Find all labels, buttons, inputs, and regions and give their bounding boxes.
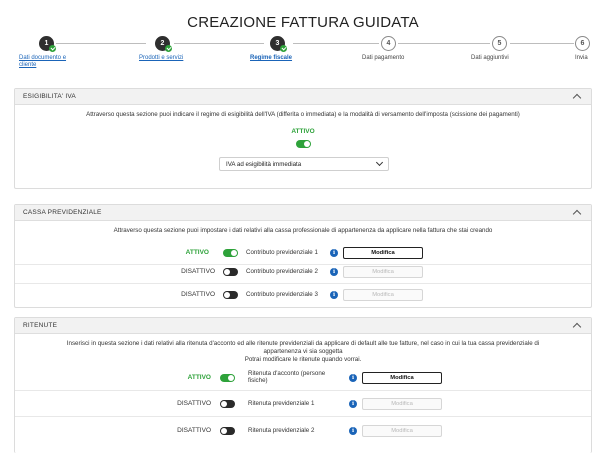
ritenute-row-1-state: ATTIVO [187, 374, 211, 381]
step-4-label: Dati pagamento [362, 55, 405, 61]
stepper-connector [174, 43, 264, 44]
check-icon [49, 45, 56, 52]
cassa-row-3-state: DISATTIVO [181, 291, 215, 298]
panel-title: RITENUTE [23, 322, 58, 329]
check-icon [165, 45, 172, 52]
chevron-up-icon[interactable] [573, 210, 581, 218]
stepper-connector [398, 43, 490, 44]
cassa-row-1-toggle[interactable] [223, 249, 238, 257]
check-icon [280, 45, 287, 52]
step-number: 3 [275, 40, 280, 47]
ritenute-row-3-label: Ritenuta previdenziale 2 [248, 427, 315, 434]
step-circle [39, 36, 54, 51]
step-label-line: cliente [19, 62, 37, 68]
ritenute-row-2-toggle[interactable] [220, 400, 235, 408]
ritenute-row-3-state: DISATTIVO [177, 427, 211, 434]
step-circle [575, 36, 590, 51]
toggle-knob [231, 250, 237, 256]
info-icon[interactable]: i [349, 374, 357, 382]
cassa-row-1-label: Contributo previdenziale 1 [246, 249, 318, 256]
step-number: 6 [580, 40, 585, 47]
chevron-up-icon[interactable] [573, 323, 581, 331]
page-title: CREAZIONE FATTURA GUIDATA [187, 14, 419, 31]
step-circle [381, 36, 396, 51]
row-divider [15, 390, 591, 391]
toggle-knob [221, 428, 227, 434]
step-1-label[interactable] [19, 55, 66, 69]
chevron-up-icon[interactable] [573, 94, 581, 102]
cassa-row-2-toggle[interactable] [223, 268, 238, 276]
cassa-row-3-toggle[interactable] [223, 291, 238, 299]
ritenute-row-1-toggle[interactable] [220, 374, 235, 382]
step-circle [270, 36, 285, 51]
ritenute-row-3-modifica-button[interactable]: Modifica [362, 425, 442, 437]
cassa-row-2-modifica-button[interactable]: Modifica [343, 266, 423, 278]
ritenute-row-1-modifica-button[interactable]: Modifica [362, 372, 442, 384]
info-icon[interactable]: i [330, 291, 338, 299]
panel-header[interactable] [15, 89, 591, 105]
page [14, 0, 592, 453]
info-icon[interactable]: i [330, 268, 338, 276]
row-divider [15, 264, 591, 265]
info-icon[interactable]: i [349, 427, 357, 435]
ritenute-row-2-label: Ritenuta previdenziale 1 [248, 400, 315, 407]
info-icon[interactable]: i [330, 249, 338, 257]
row-divider [15, 416, 591, 417]
panel-description: Attraverso questa sezione puoi indicare il regime di esigibilità dell'IVA (differita o immediata) e la modalità di versamento dell'imposta (scissione dei pagamenti) [86, 111, 520, 118]
iva-select[interactable] [219, 157, 389, 171]
panel-description-line: Potrai modificare le ritenute quando vorrai. [244, 356, 362, 363]
panel-title: ESIGIBILITA' IVA [23, 93, 76, 100]
step-number: 2 [160, 40, 165, 47]
step-number: 5 [497, 40, 502, 47]
step-6-label: Invia [575, 55, 588, 61]
panel-description [15, 340, 591, 364]
cassa-row-2-state: DISATTIVO [181, 268, 215, 275]
panel-header[interactable] [15, 318, 591, 334]
panel-description-line: appartenenza vi sia soggetta [263, 348, 343, 355]
toggle-knob [228, 375, 234, 381]
info-icon[interactable]: i [349, 400, 357, 408]
ritenute-row-2-modifica-button[interactable]: Modifica [362, 398, 442, 410]
cassa-row-1-modifica-button[interactable]: Modifica [343, 247, 423, 259]
panel-description: Attraverso questa sezione puoi impostare i dati relativi alla cassa professionale di appartenenza da applicare nella fattura che stai creando [113, 227, 493, 234]
iva-toggle[interactable] [296, 140, 311, 148]
stepper-connector [56, 43, 146, 44]
ritenute-row-1-label [248, 370, 325, 384]
toggle-knob [221, 401, 227, 407]
step-label-line: Dati documento e [19, 55, 67, 61]
step-2-label[interactable]: Prodotti e servizi [139, 55, 184, 61]
toggle-knob [224, 292, 230, 298]
cassa-row-3-label: Contributo previdenziale 3 [246, 291, 318, 298]
step-circle [492, 36, 507, 51]
step-circle [155, 36, 170, 51]
iva-state-label: ATTIVO [291, 128, 315, 135]
ritenute-row-2-state: DISATTIVO [177, 400, 211, 407]
panel-ritenute [14, 317, 592, 453]
row-divider [15, 283, 591, 284]
panel-title: CASSA PREVIDENZIALE [23, 209, 102, 216]
toggle-knob [304, 141, 310, 147]
panel-cassa-previdenziale [14, 204, 592, 308]
toggle-knob [224, 269, 230, 275]
stepper-connector [293, 43, 379, 44]
step-number: 1 [44, 40, 49, 47]
wizard-stepper [14, 36, 592, 74]
step-3-label[interactable]: Regime fiscale [250, 55, 293, 61]
chevron-down-icon [376, 159, 383, 166]
stepper-connector [510, 43, 574, 44]
panel-description-line: Inserisci in questa sezione i dati relativi alla ritenuta d'acconto ed alle ritenute previdenziali da applicare di default alle tue fatture, nel caso in cui la tua cassa previdenziale di [66, 340, 540, 347]
row-label-line: Ritenuta d'acconto (persone [248, 370, 326, 377]
iva-select-value: IVA ad esigibilità immediata [226, 160, 302, 168]
row-label-line: fisiche) [248, 377, 268, 384]
cassa-row-2-label: Contributo previdenziale 2 [246, 268, 318, 275]
panel-header[interactable] [15, 205, 591, 221]
cassa-row-1-state: ATTIVO [185, 249, 209, 256]
panel-esigibilita-iva [14, 88, 592, 189]
step-5-label: Dati aggiuntivi [471, 55, 509, 61]
step-number: 4 [386, 40, 391, 47]
ritenute-row-3-toggle[interactable] [220, 427, 235, 435]
cassa-row-3-modifica-button[interactable]: Modifica [343, 289, 423, 301]
